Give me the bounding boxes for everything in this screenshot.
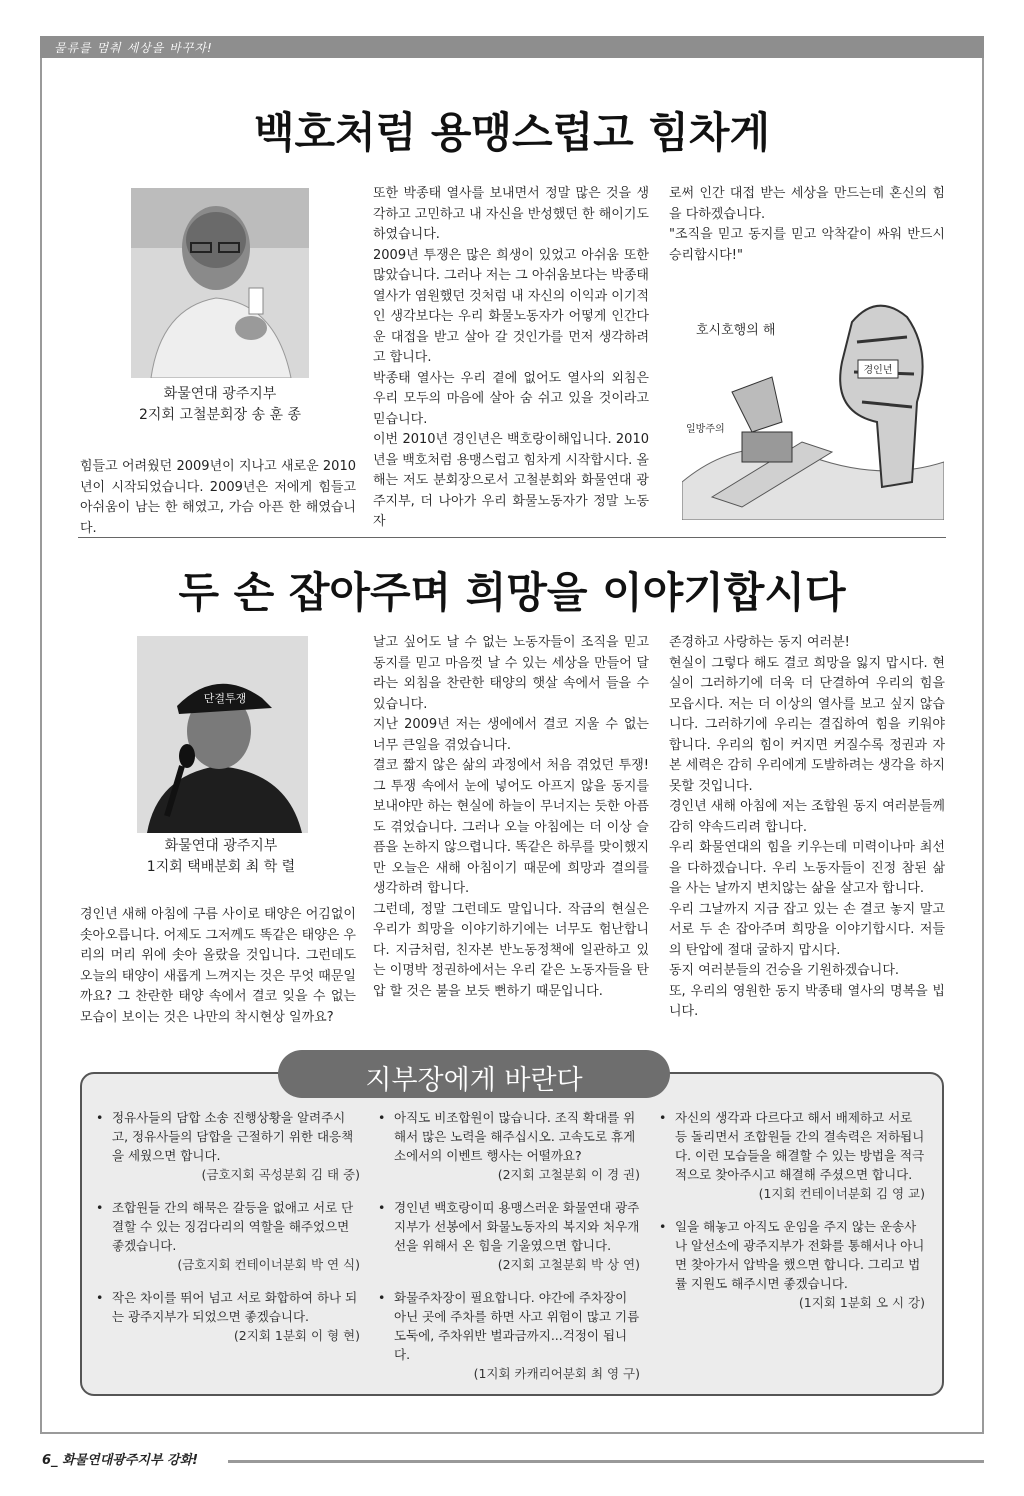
wishes-title: 지부장에게 바란다 [365, 1065, 583, 1096]
paragraph: 우리 그날까지 지금 잡고 있는 손 결코 놓지 말고 서로 두 손 잡아주며 희망을 이야기합시다. 저들의 탄압에 절대 굴하지 맙시다. [669, 901, 945, 958]
bullet: • [96, 1110, 104, 1125]
wish-text: 정유사들의 담합 소송 진행상황을 알려주시고, 정유사들의 담합을 근절하기 위한 대응책을 세웠으면 합니다. [112, 1110, 354, 1163]
bullet: • [378, 1290, 386, 1305]
footer-rule [228, 1460, 984, 1463]
bullet: • [659, 1219, 667, 1234]
wish-text: 작은 차이를 뛰어 넘고 서로 화합하여 하나 되는 광주지부가 되었으면 좋겠습니다. [112, 1290, 358, 1324]
tiger-cartoon [682, 282, 944, 520]
wish-text: 일을 해놓고 아직도 운임을 주지 않는 운송사나 알선소에 광주지부가 전화를 통해서나 아니면 찾아가서 압박을 했으면 합니다. 그리고 법률 지원도 해주시면 좋겠습니다. [675, 1219, 925, 1291]
wishes-title-tab [278, 1050, 670, 1098]
wish-author: (1지회 1분회 오 시 강) [798, 1295, 925, 1310]
header-bar [40, 36, 984, 58]
wish-item [96, 1198, 360, 1274]
paragraph: 이번 2010년 경인년은 백호랑이해입니다. 2010년을 백호처럼 용맹스럽고 힘차게 시작합시다. 올해는 저도 분회장으로서 고철분회와 화물연대 광주지부, 더 나아가 우리 화물노동자가 정말 노동자 [373, 432, 649, 529]
bullet: • [378, 1200, 386, 1215]
wish-item [378, 1108, 640, 1184]
wish-text: 자신의 생각과 다르다고 해서 배제하고 서로 등 돌리면서 조합원들 간의 결속력은 저하됩니다. 이런 모습들을 해결할 수 있는 방법을 적극적으로 찾아주시고 해결해 주셨으면 합니다. [675, 1110, 925, 1182]
article1-column-2 [373, 184, 649, 533]
wish-item [96, 1108, 360, 1184]
cartoon-title: 호시호행의 해 [696, 323, 776, 338]
paragraph: 지난 2009년 저는 생에에서 결코 지울 수 없는 너무 큰일을 겪었습니다. [373, 717, 649, 753]
paragraph: 날고 싶어도 날 수 없는 노동자들이 조직을 믿고 동지를 믿고 마음껏 날 수 있는 세상을 만들어 달라는 외침을 찬란한 태양의 햇살 속에서 들을 수 있습니다. [373, 635, 649, 712]
wish-item [659, 1108, 925, 1203]
wish-author: (1지회 카캐리어분회 최 영 구) [473, 1366, 640, 1381]
article1-caption [110, 384, 330, 426]
wish-author: (2지회 고철분회 이 경 권) [497, 1167, 640, 1182]
article2-column-1 [80, 905, 356, 1028]
paragraph: 우리 화물연대의 힘을 키우는데 미력이나마 최선을 다하겠습니다. 우리 노동자들이 진정 참된 삶을 사는 날까지 변치않는 삶을 살고자 합니다. [669, 840, 945, 896]
wish-author: (금호지회 곡성분회 김 태 중) [201, 1167, 360, 1182]
wish-text: 아직도 비조합원이 많습니다. 조직 확대를 위해서 많은 노력을 해주십시오. 고속도로 휴게소에서의 이벤트 행사는 어떨까요? [394, 1110, 636, 1163]
article2-column-3 [669, 633, 945, 1023]
paragraph: "조직을 믿고 동지를 믿고 악착같이 싸워 반드시 승리합시다!" [669, 227, 945, 263]
wish-text: 조합원들 간의 해묵은 갈등을 없애고 서로 단결할 수 있는 징검다리의 역할을 해주었으면 좋겠습니다. [112, 1200, 354, 1253]
paragraph: 존경하고 사랑하는 동지 여러분! [669, 635, 850, 650]
article2-caption-name: 1지회 택배분회 최 학 렬 [146, 859, 296, 875]
wishes-column-1 [96, 1108, 360, 1345]
wish-author: (1지회 컨테이너분회 김 영 교) [758, 1186, 925, 1201]
bullet: • [378, 1110, 386, 1125]
paragraph: 그런데, 정말 그런데도 말입니다. 작금의 현실은 우리가 희망을 이야기하기에는 너무도 험난합니다. 지금처럼, 친자본 반노동정책에 일관하고 있는 이명박 정권하에서는 우리 같은 노동자들을 탄압 할 것은 불을 보듯 뻔하기 때문입니다. [373, 901, 649, 999]
paragraph: 또한 박종태 열사를 보내면서 정말 많은 것을 생각하고 고민하고 내 자신을 반성했던 한 해이기도 하였습니다. [373, 186, 649, 242]
article2-caption-org: 화물연대 광주지부 [164, 838, 278, 854]
paragraph: 결코 짧지 않은 삶의 과정에서 처음 겪었던 투쟁! 그 투쟁 속에서 눈에 넣어도 아프지 않을 동지를 보내야만 하는 현실에 하늘이 무너지는 듯한 아픔도 겪었습니다. 그러나 오늘 아침에는 더 이상 슬픔을 논하지 않으렵니다. 똑같은 하루를 맞이했지만 오늘은 새해 아침이기 때문에 희망과 결의를 생각하려 합니다. [373, 758, 649, 896]
article1-caption-org: 화물연대 광주지부 [163, 386, 277, 402]
paragraph: 현실이 그렇다 해도 결코 희망을 잃지 맙시다. 현실이 그러하기에 더욱 더 단결하여 우리의 힘을 모읍시다. 저는 더 이상의 열사를 보고 싶지 않습니다. 그러하기에 우리는 결집하여 힘을 키워야 합니다. 우리의 힘이 커지면 커질수록 정권과 자본 세력은 감히 우리에게 도발하려는 생각을 하지 못할 것입니다. [669, 655, 945, 794]
wish-author: (2지회 고철분회 박 상 연) [497, 1257, 640, 1272]
paragraph: 박종태 열사는 우리 곁에 없어도 열사의 외침은 우리 모두의 마음에 살아 숨 쉬고 있을 것이라고 믿습니다. [373, 370, 649, 427]
cap-text: 단결투쟁 [203, 692, 247, 705]
article1-column-3 [669, 184, 945, 266]
wish-item [659, 1217, 925, 1312]
wish-item [378, 1288, 640, 1383]
article1-caption-name: 2지회 고철분회장 송 훈 종 [139, 407, 301, 423]
article2-photo [137, 636, 308, 833]
cartoon-label-excavator: 일방주의 [686, 424, 725, 435]
paragraph: 경인년 새해 아침에 구름 사이로 태양은 어김없이 솟아오릅니다. 어제도 그저께도 똑같은 태양은 우리의 머리 위에 솟아 올랐을 것입니다. 그런데도 오늘의 태양이 새롭게 느껴지는 것은 무엇 때문일까요? 그 찬란한 태양 속에서 결코 잊을 수 없는 모습이 보이는 것은 나만의 착시현상 일까요? [80, 907, 356, 1025]
paragraph: 힘들고 어려웠던 2009년이 지나고 새로운 2010년이 시작되었습니다. 2009년은 저에게 힘들고 아쉬움이 남는 한 해였고, 가슴 아픈 한 해였습니다. [80, 459, 356, 536]
wish-author: (2지회 1분회 이 형 현) [233, 1328, 360, 1343]
bullet: • [96, 1200, 104, 1215]
paragraph: 또, 우리의 영원한 동지 박종태 열사의 명복을 빕니다. [669, 983, 945, 1019]
article1-photo [131, 188, 309, 378]
wish-text: 경인년 백호랑이띠 용맹스러운 화물연대 광주지부가 선봉에서 화물노동자의 복지와 처우개선을 위해서 온 힘을 기울였으면 합니다. [394, 1200, 640, 1253]
article-divider [78, 537, 946, 538]
article2-column-2 [373, 633, 649, 1002]
wishes-column-3 [659, 1108, 925, 1312]
paragraph: 동지 여러분들의 건승을 기원하겠습니다. [669, 963, 900, 978]
article1-column-1 [80, 457, 356, 539]
paragraph: 로써 인간 대접 받는 세상을 만드는데 혼신의 힘을 다하겠습니다. [669, 186, 945, 222]
bullet: • [96, 1290, 104, 1305]
article1-title: 백호처럼 용맹스럽고 힘차게 [253, 108, 771, 157]
article2-title: 두 손 잡아주며 희망을 이야기합시다 [178, 568, 846, 617]
header-tagline: 물류를 멈춰 세상을 바꾸자! [54, 41, 213, 55]
wish-item [378, 1198, 640, 1274]
article2-caption [110, 836, 332, 878]
paragraph: 경인년 새해 아침에 저는 조합원 동지 여러분들께 감히 약속드리려 합니다. [669, 799, 945, 835]
wish-item [96, 1288, 360, 1345]
bullet: • [659, 1110, 667, 1125]
wishes-column-2 [378, 1108, 640, 1383]
paragraph: 2009년 투쟁은 많은 희생이 있었고 아쉬움 또한 많았습니다. 그러나 저는 그 아쉬움보다는 박종태 열사가 염원했던 것처럼 내 자신의 이익과 이기적인 생각보다는 우리 화물노동자가 어떻게 인간다운 대접을 받고 살아 갈 것인가를 먼저 생각하려고 합니다. [373, 247, 649, 365]
cartoon-label-year: 경인년 [863, 365, 893, 376]
wish-author: (금호지회 컨테이너분회 박 연 식) [177, 1257, 360, 1272]
footer-page-label: 6_ 화물연대광주지부 강화! [42, 1453, 199, 1468]
wish-text: 화물주차장이 필요합니다. 야간에 주차장이 아닌 곳에 주차를 하면 사고 위험이 많고 기름도둑에, 주차위반 벌과금까지...걱정이 됩니다. [394, 1290, 640, 1362]
